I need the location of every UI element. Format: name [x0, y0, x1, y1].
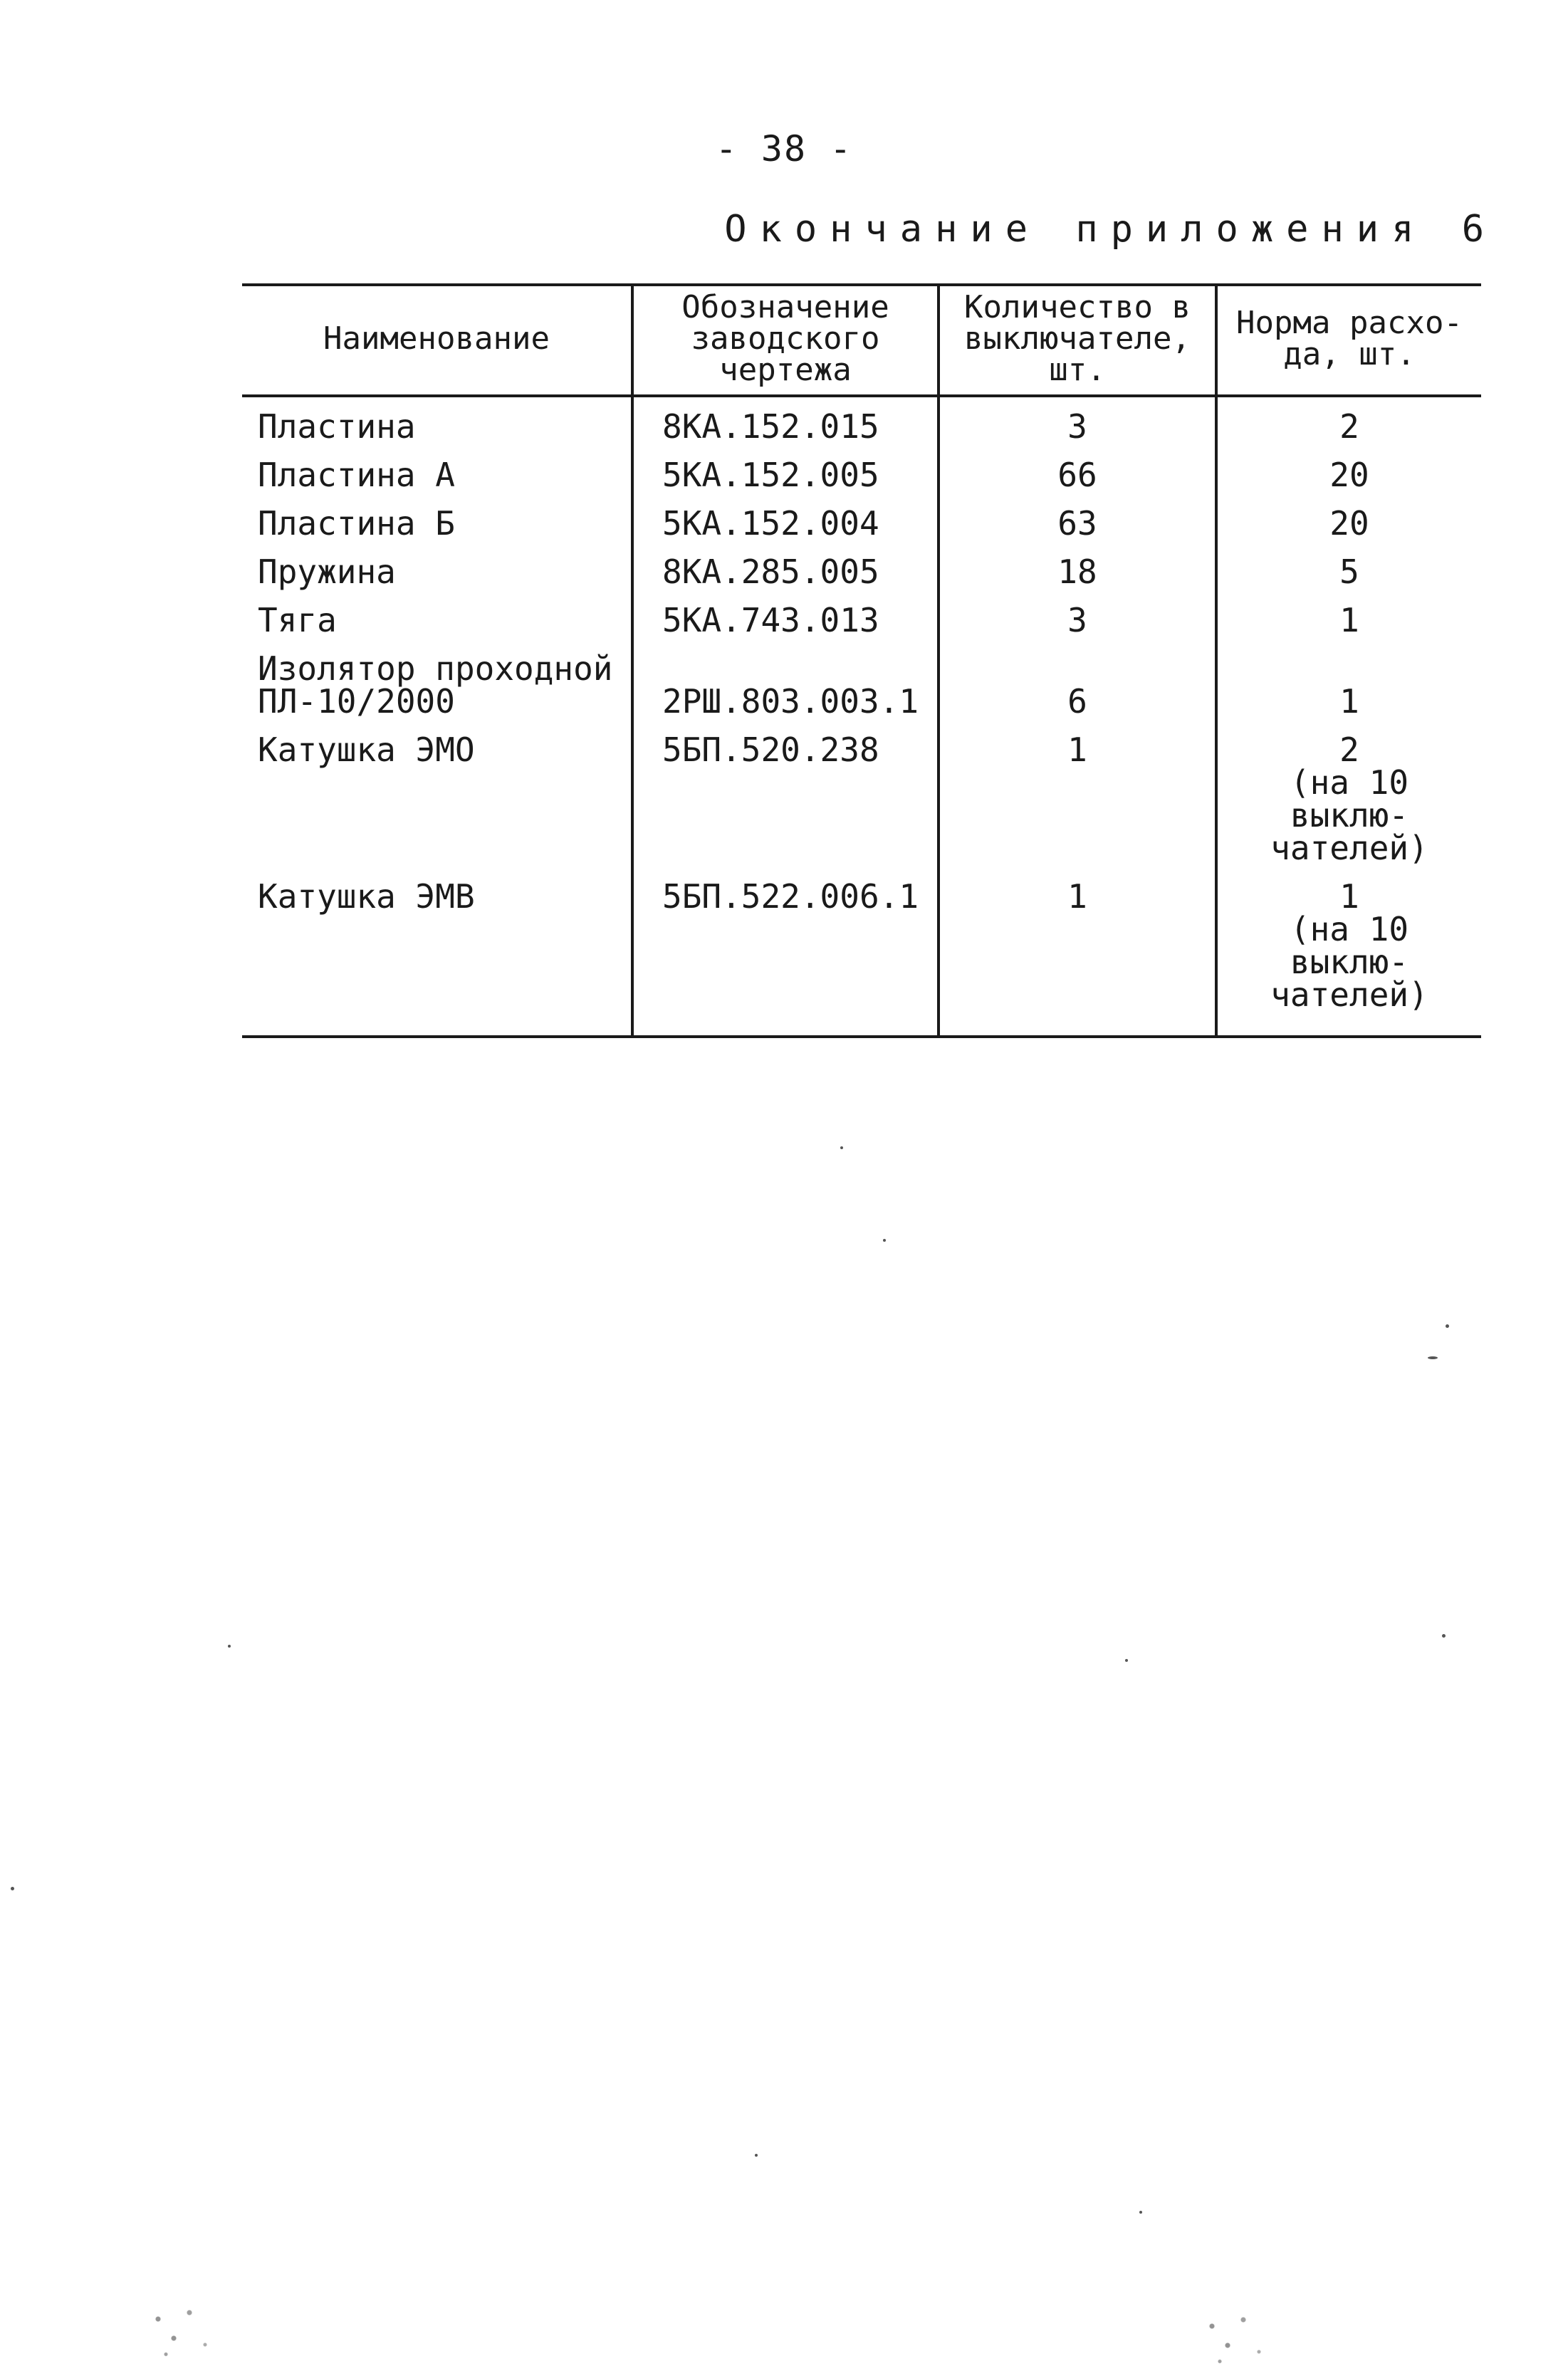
table-row: [242, 728, 1481, 874]
cell-norm: 2: [1216, 396, 1481, 453]
scan-speck: [755, 2154, 758, 2157]
cell-name: Тяга: [258, 601, 337, 639]
scan-speck: [883, 1239, 886, 1242]
cell-name: Катушка ЭМО: [258, 731, 475, 769]
table-row: [242, 501, 1481, 550]
table-row: [242, 453, 1481, 501]
cell-code: 5КА.152.005: [632, 453, 939, 501]
cell-code: 5БП.522.006.1: [632, 874, 939, 1037]
scan-speck: [1139, 2211, 1142, 2214]
page-number: - 38 -: [715, 128, 853, 169]
cell-code: 8КА.285.005: [632, 550, 939, 598]
cell-code: 5КА.152.004: [632, 501, 939, 550]
cell-name: Пластина Б: [258, 504, 455, 543]
table-row: [242, 550, 1481, 598]
cell-name: Пружина: [258, 553, 396, 591]
cell-qty: 18: [939, 550, 1216, 598]
scan-speck: [228, 1645, 231, 1648]
cell-qty: 3: [939, 396, 1216, 453]
header-consumption-norm: Норма расхо- да, шт.: [1216, 285, 1481, 396]
cell-norm: 20: [1216, 501, 1481, 550]
appendix-title: Окончание приложения 6: [724, 208, 1497, 251]
cell-code: 8КА.152.015: [632, 396, 939, 453]
table-row: [242, 396, 1481, 453]
cell-code: 2РШ.803.003.1: [632, 647, 939, 728]
header-quantity: Количество в выключателе, шт.: [939, 285, 1216, 396]
cell-name: Пластина: [258, 407, 416, 446]
scan-speck: [11, 1887, 14, 1890]
table-header-row: [242, 285, 1481, 396]
cell-qty: 3: [939, 598, 1216, 647]
table-row: [242, 874, 1481, 1037]
header-drawing-code: Обозначение заводского чертежа: [632, 285, 939, 396]
cell-code: 5КА.743.013: [632, 598, 939, 647]
cell-name: Пластина А: [258, 456, 455, 494]
scan-speck: [1446, 1324, 1449, 1328]
cell-norm: 1: [1216, 647, 1481, 728]
scan-speck: [1428, 1356, 1438, 1359]
cell-norm: 5: [1216, 550, 1481, 598]
scan-speck: [840, 1146, 843, 1149]
table-row: [242, 598, 1481, 647]
cell-qty: 1: [939, 728, 1216, 874]
table-row: [242, 647, 1481, 728]
cell-qty: 1: [939, 874, 1216, 1037]
cell-norm: 20: [1216, 453, 1481, 501]
scan-speck: [1125, 1659, 1128, 1662]
cell-qty: 63: [939, 501, 1216, 550]
parts-table: [242, 283, 1481, 1038]
header-name: Наименование: [323, 320, 550, 357]
cell-name: Катушка ЭМВ: [258, 877, 475, 916]
cell-code: 5БП.520.238: [632, 728, 939, 874]
scan-speck: [1442, 1634, 1446, 1638]
cell-norm: 1 (на 10 выклю- чателей): [1216, 874, 1481, 1037]
cell-qty: 66: [939, 453, 1216, 501]
cell-norm: 2 (на 10 выклю- чателей): [1216, 728, 1481, 874]
cell-name: Изолятор проходной ПЛ-10/2000: [258, 649, 613, 721]
scan-artifact: [1196, 2307, 1275, 2371]
cell-qty: 6: [939, 647, 1216, 728]
scan-artifact: [142, 2300, 221, 2364]
cell-norm: 1: [1216, 598, 1481, 647]
